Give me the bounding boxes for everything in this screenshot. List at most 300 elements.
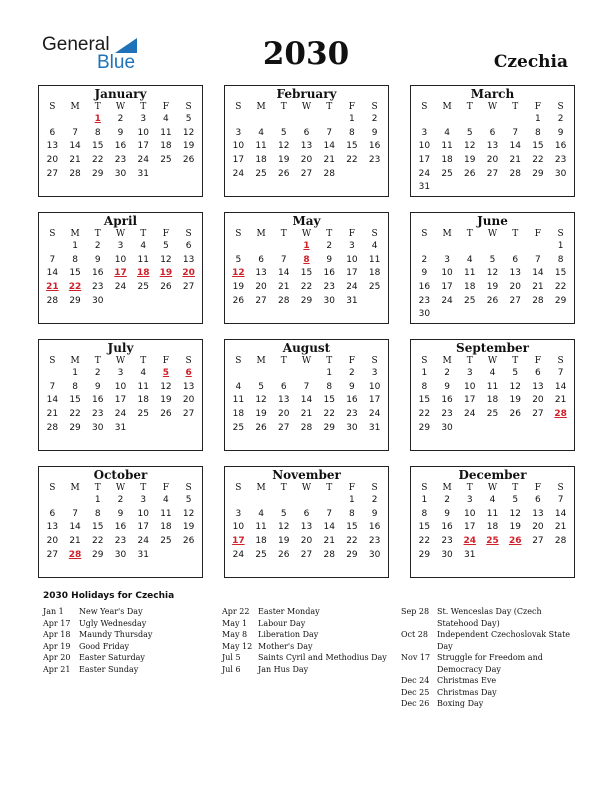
day-cell: 30 xyxy=(346,422,358,433)
day-cell: 6 xyxy=(185,241,192,251)
day-cell: 14 xyxy=(69,522,81,533)
day-cell: 21 xyxy=(554,522,567,533)
day-cell: 14 xyxy=(532,268,544,279)
day-cell: 24 xyxy=(464,409,476,420)
weekday-header: T xyxy=(326,356,333,366)
day-cell: 11 xyxy=(464,268,476,279)
holiday-date: Dec 26 xyxy=(401,699,430,708)
weekday-header: W xyxy=(115,483,126,493)
holiday-name: Good Friday xyxy=(79,641,130,651)
day-cell: 29 xyxy=(554,295,567,306)
holiday-name: Ugly Wednesday xyxy=(79,618,147,628)
empty-day-cell xyxy=(41,494,64,508)
day-cell: 13 xyxy=(532,508,544,519)
day-cell: 6 xyxy=(49,508,56,519)
day-cell: 30 xyxy=(92,295,104,306)
holiday-column-2 xyxy=(222,606,392,675)
day-cell: 4 xyxy=(489,368,496,378)
holiday-day-cell: 19 xyxy=(159,268,173,279)
weekday-header: S xyxy=(421,356,428,366)
weekday-header: W xyxy=(487,229,498,239)
day-cell: 20 xyxy=(300,155,313,166)
weekday-header: F xyxy=(534,483,542,493)
day-cell: 24 xyxy=(114,282,127,293)
day-cell: 2 xyxy=(94,368,101,378)
day-cell: 31 xyxy=(137,168,149,179)
holiday-entry xyxy=(43,641,213,653)
weekday-header: M xyxy=(70,483,80,493)
day-cell: 29 xyxy=(418,549,431,560)
holiday-name: Independent Czechoslovak State Day xyxy=(437,630,571,651)
day-cell: 6 xyxy=(489,127,496,138)
holiday-date: Apr 21 xyxy=(43,664,71,674)
weekday-header: W xyxy=(115,229,126,239)
empty-day-cell xyxy=(227,494,250,508)
weekday-header: M xyxy=(442,356,452,366)
weekday-header: M xyxy=(442,229,452,239)
day-cell: 27 xyxy=(532,409,544,420)
day-cell: 1 xyxy=(72,241,78,251)
holiday-column-1 xyxy=(43,606,213,675)
day-cell: 4 xyxy=(371,241,378,251)
day-cell: 11 xyxy=(137,254,149,265)
weekday-header: S xyxy=(185,102,192,112)
day-cell: 29 xyxy=(323,422,335,433)
empty-day-cell xyxy=(250,367,273,381)
day-cell: 3 xyxy=(140,495,147,505)
holiday-date: Oct 28 xyxy=(401,630,428,639)
day-cell: 27 xyxy=(278,422,290,433)
weekday-header: M xyxy=(256,229,266,239)
day-cell: 25 xyxy=(368,282,381,293)
day-cell: 25 xyxy=(137,409,149,420)
day-cell: 15 xyxy=(346,522,358,533)
day-cell: 4 xyxy=(258,127,264,138)
day-cell: 15 xyxy=(418,522,431,533)
day-cell: 3 xyxy=(466,368,473,378)
day-cell: 2 xyxy=(444,368,450,378)
day-cell: 23 xyxy=(418,295,431,306)
day-cell: 17 xyxy=(368,395,381,406)
day-cell: 30 xyxy=(441,422,453,433)
day-cell: 13 xyxy=(182,381,195,392)
day-cell: 5 xyxy=(163,241,169,251)
holiday-entry xyxy=(222,629,392,641)
weekday-header: T xyxy=(326,102,333,112)
day-cell: 29 xyxy=(418,422,431,433)
day-cell: 6 xyxy=(280,381,287,392)
day-cell: 12 xyxy=(278,141,290,152)
day-cell: 14 xyxy=(278,268,290,279)
weekday-header: S xyxy=(371,229,378,239)
day-cell: 31 xyxy=(346,295,358,306)
day-cell: 1 xyxy=(349,495,355,505)
day-cell: 15 xyxy=(323,395,335,406)
empty-day-cell xyxy=(250,494,273,508)
day-cell: 29 xyxy=(92,549,104,560)
month-day-grid xyxy=(39,482,202,562)
day-cell: 29 xyxy=(300,295,313,306)
day-cell: 13 xyxy=(300,522,313,533)
day-cell: 12 xyxy=(255,395,267,406)
day-cell: 5 xyxy=(489,254,496,265)
weekday-header: T xyxy=(280,229,287,239)
day-cell: 20 xyxy=(278,409,290,420)
day-cell: 20 xyxy=(486,155,499,166)
day-cell: 9 xyxy=(371,127,378,138)
empty-day-cell xyxy=(227,240,250,254)
day-cell: 7 xyxy=(49,381,56,392)
day-cell: 14 xyxy=(323,141,335,152)
day-cell: 23 xyxy=(368,536,381,547)
holiday-date: May 12 xyxy=(222,641,253,651)
weekday-header: S xyxy=(49,356,56,366)
day-cell: 12 xyxy=(182,127,195,138)
weekday-header: W xyxy=(301,229,312,239)
empty-day-cell xyxy=(413,240,436,254)
day-cell: 3 xyxy=(117,241,124,251)
day-cell: 8 xyxy=(349,127,355,138)
day-cell: 6 xyxy=(303,508,310,519)
day-cell: 3 xyxy=(140,114,147,124)
month-name: December xyxy=(458,468,527,482)
day-cell: 15 xyxy=(69,395,81,406)
weekday-header: F xyxy=(162,483,170,493)
day-cell: 10 xyxy=(114,254,127,265)
day-cell: 16 xyxy=(418,282,431,293)
month-name: April xyxy=(103,214,138,228)
weekday-header: T xyxy=(280,356,287,366)
day-cell: 21 xyxy=(323,155,335,166)
day-cell: 22 xyxy=(300,282,313,293)
day-cell: 21 xyxy=(532,282,544,293)
weekday-header: T xyxy=(512,102,519,112)
holiday-column-3 xyxy=(401,606,571,710)
weekday-header: S xyxy=(421,483,428,493)
day-cell: 8 xyxy=(326,381,333,392)
weekday-header: S xyxy=(235,483,242,493)
weekday-header: F xyxy=(162,229,170,239)
day-cell: 9 xyxy=(421,268,428,279)
day-cell: 3 xyxy=(235,127,242,138)
day-cell: 9 xyxy=(94,381,101,392)
day-cell: 30 xyxy=(554,168,567,179)
holiday-day-cell: 17 xyxy=(114,268,127,279)
weekday-header: F xyxy=(348,102,356,112)
day-cell: 29 xyxy=(69,295,81,306)
weekday-header: T xyxy=(326,483,333,493)
day-cell: 16 xyxy=(554,141,567,152)
day-cell: 20 xyxy=(509,282,521,293)
holiday-date: May 1 xyxy=(222,618,248,628)
month-september xyxy=(410,339,575,451)
day-cell: 17 xyxy=(464,522,476,533)
weekday-header: S xyxy=(557,356,564,366)
day-cell: 9 xyxy=(557,127,564,138)
weekday-header: M xyxy=(256,102,266,112)
weekday-header: F xyxy=(534,102,542,112)
day-cell: 15 xyxy=(300,268,313,279)
day-cell: 2 xyxy=(117,495,124,505)
day-cell: 20 xyxy=(46,536,59,547)
empty-day-cell xyxy=(272,494,295,508)
day-cell: 26 xyxy=(255,422,267,433)
empty-day-cell xyxy=(504,240,527,254)
day-cell: 22 xyxy=(418,536,431,547)
day-cell: 13 xyxy=(300,141,313,152)
day-cell: 8 xyxy=(535,127,541,138)
day-cell: 10 xyxy=(114,381,127,392)
day-cell: 26 xyxy=(509,409,521,420)
holiday-entry xyxy=(401,687,571,699)
weekday-header: T xyxy=(140,483,147,493)
holiday-day-cell: 17 xyxy=(232,536,245,547)
country-name: Czechia xyxy=(493,52,568,72)
day-cell: 2 xyxy=(444,495,450,505)
day-cell: 25 xyxy=(441,168,453,179)
day-cell: 26 xyxy=(464,168,476,179)
day-cell: 22 xyxy=(346,536,358,547)
day-cell: 4 xyxy=(163,495,169,505)
day-cell: 19 xyxy=(182,522,195,533)
day-cell: 18 xyxy=(137,395,149,406)
holiday-date: Apr 18 xyxy=(43,630,71,639)
logo-text-blue: Blue xyxy=(97,52,136,73)
day-cell: 6 xyxy=(258,254,264,265)
holiday-date: Apr 17 xyxy=(43,618,71,628)
day-cell: 5 xyxy=(512,368,519,378)
day-cell: 18 xyxy=(255,536,267,547)
empty-day-cell xyxy=(227,367,250,381)
holiday-name: Easter Sunday xyxy=(79,664,139,674)
holiday-entry xyxy=(222,618,392,630)
day-cell: 23 xyxy=(92,409,104,420)
day-cell: 26 xyxy=(160,409,172,420)
weekday-header: F xyxy=(348,229,356,239)
empty-day-cell xyxy=(481,240,504,254)
holiday-entry xyxy=(43,664,213,676)
empty-day-cell xyxy=(41,240,64,254)
day-cell: 8 xyxy=(94,508,101,519)
day-cell: 28 xyxy=(509,168,521,179)
day-cell: 19 xyxy=(509,522,521,533)
day-cell: 18 xyxy=(232,409,245,420)
day-cell: 16 xyxy=(114,141,127,152)
day-cell: 18 xyxy=(368,268,381,279)
day-cell: 17 xyxy=(418,155,431,166)
weekday-header: M xyxy=(70,229,80,239)
day-cell: 13 xyxy=(46,522,59,533)
holiday-day-cell: 8 xyxy=(303,254,310,265)
day-cell: 4 xyxy=(489,495,496,505)
day-cell: 23 xyxy=(368,155,381,166)
day-cell: 13 xyxy=(46,141,59,152)
month-name: July xyxy=(107,341,134,355)
holidays-title: 2030 Holidays for Czechia xyxy=(43,591,175,601)
day-cell: 16 xyxy=(92,268,104,279)
empty-day-cell xyxy=(250,113,273,127)
holiday-day-cell: 28 xyxy=(554,409,567,420)
holiday-entry xyxy=(43,629,213,641)
day-cell: 15 xyxy=(532,141,544,152)
holiday-name: Christmas Eve xyxy=(437,676,497,685)
holiday-name: St. Wenceslas Day (Czech Statehood Day) xyxy=(437,607,542,628)
day-cell: 17 xyxy=(137,522,149,533)
day-cell: 19 xyxy=(278,155,290,166)
day-cell: 3 xyxy=(349,241,355,251)
page-title-year: 2030 xyxy=(262,36,350,72)
day-cell: 12 xyxy=(509,508,521,519)
holiday-day-cell: 26 xyxy=(508,536,522,547)
day-cell: 11 xyxy=(486,508,499,519)
weekday-header: T xyxy=(326,229,333,239)
day-cell: 14 xyxy=(69,141,81,152)
empty-day-cell xyxy=(527,240,550,254)
day-cell: 7 xyxy=(326,508,333,519)
weekday-header: T xyxy=(140,229,147,239)
weekday-header: T xyxy=(140,356,147,366)
holiday-name: Struggle for Freedom and Democracy Day xyxy=(437,653,543,674)
day-cell: 7 xyxy=(557,368,564,378)
day-cell: 1 xyxy=(72,368,78,378)
day-cell: 10 xyxy=(368,381,381,392)
weekday-header: S xyxy=(185,356,192,366)
weekday-header: M xyxy=(70,356,80,366)
day-cell: 26 xyxy=(486,295,499,306)
day-cell: 19 xyxy=(509,395,521,406)
holiday-date: Jan 1 xyxy=(43,607,64,616)
day-cell: 4 xyxy=(466,254,473,265)
day-cell: 21 xyxy=(554,395,567,406)
weekday-header: S xyxy=(49,483,56,493)
day-cell: 5 xyxy=(185,114,192,124)
weekday-header: T xyxy=(94,356,101,366)
day-cell: 22 xyxy=(532,155,544,166)
day-cell: 4 xyxy=(235,381,242,392)
day-cell: 7 xyxy=(326,127,333,138)
day-cell: 10 xyxy=(346,254,358,265)
holiday-entry xyxy=(43,652,213,664)
day-cell: 19 xyxy=(232,282,245,293)
day-cell: 19 xyxy=(486,282,499,293)
day-cell: 16 xyxy=(92,395,104,406)
day-cell: 5 xyxy=(185,495,192,505)
day-cell: 8 xyxy=(72,381,78,392)
month-january xyxy=(38,85,203,197)
day-cell: 22 xyxy=(92,155,104,166)
day-cell: 21 xyxy=(300,409,313,420)
day-cell: 20 xyxy=(532,522,544,533)
day-cell: 24 xyxy=(232,549,245,560)
month-april xyxy=(38,212,203,324)
day-cell: 7 xyxy=(72,508,78,519)
empty-day-cell xyxy=(458,240,481,254)
day-cell: 10 xyxy=(232,141,245,152)
day-cell: 1 xyxy=(94,495,101,505)
day-cell: 6 xyxy=(303,127,310,138)
weekday-header: S xyxy=(49,229,56,239)
day-cell: 21 xyxy=(69,155,81,166)
day-cell: 16 xyxy=(368,141,381,152)
weekday-header: T xyxy=(280,102,287,112)
day-cell: 4 xyxy=(258,508,264,519)
day-cell: 28 xyxy=(46,422,59,433)
day-cell: 4 xyxy=(163,114,169,124)
day-cell: 18 xyxy=(464,282,476,293)
day-cell: 27 xyxy=(182,282,195,293)
empty-day-cell xyxy=(272,113,295,127)
day-cell: 15 xyxy=(554,268,567,279)
day-cell: 25 xyxy=(255,168,267,179)
day-cell: 24 xyxy=(368,409,381,420)
day-cell: 7 xyxy=(535,254,541,265)
day-cell: 11 xyxy=(160,127,172,138)
weekday-header: W xyxy=(487,356,498,366)
month-october xyxy=(38,466,203,578)
day-cell: 1 xyxy=(349,114,355,124)
day-cell: 14 xyxy=(46,268,59,279)
month-may xyxy=(224,212,389,324)
day-cell: 27 xyxy=(509,295,521,306)
holiday-day-cell: 28 xyxy=(68,549,82,560)
day-cell: 2 xyxy=(421,254,428,265)
day-cell: 28 xyxy=(278,295,290,306)
day-cell: 28 xyxy=(323,168,335,179)
day-cell: 17 xyxy=(232,155,245,166)
day-cell: 22 xyxy=(418,409,431,420)
day-cell: 8 xyxy=(421,381,428,392)
day-cell: 7 xyxy=(49,254,56,265)
holiday-entry xyxy=(401,675,571,687)
day-cell: 22 xyxy=(69,409,81,420)
weekday-header: S xyxy=(557,102,564,112)
empty-day-cell xyxy=(295,367,318,381)
month-day-grid xyxy=(225,355,388,435)
day-cell: 23 xyxy=(92,282,104,293)
holiday-name: New Year's Day xyxy=(79,607,143,616)
day-cell: 22 xyxy=(346,155,358,166)
day-cell: 27 xyxy=(46,549,59,560)
holiday-entry xyxy=(43,606,213,618)
holiday-entry xyxy=(401,606,571,629)
month-name: November xyxy=(272,468,341,482)
day-cell: 11 xyxy=(486,381,499,392)
month-name: March xyxy=(470,87,515,101)
day-cell: 29 xyxy=(69,422,81,433)
day-cell: 31 xyxy=(464,549,476,560)
day-cell: 29 xyxy=(92,168,104,179)
day-cell: 14 xyxy=(323,522,335,533)
month-name: February xyxy=(276,87,337,101)
weekday-header: S xyxy=(235,229,242,239)
empty-day-cell xyxy=(227,113,250,127)
day-cell: 24 xyxy=(232,168,245,179)
day-cell: 16 xyxy=(441,522,453,533)
day-cell: 20 xyxy=(300,536,313,547)
day-cell: 26 xyxy=(182,536,195,547)
day-cell: 17 xyxy=(346,268,358,279)
weekday-header: T xyxy=(512,356,519,366)
holiday-day-cell: 18 xyxy=(136,268,150,279)
weekday-header: S xyxy=(557,483,564,493)
day-cell: 2 xyxy=(349,368,355,378)
day-cell: 30 xyxy=(323,295,335,306)
day-cell: 1 xyxy=(326,368,333,378)
holiday-date: Jul 6 xyxy=(222,664,241,674)
day-cell: 2 xyxy=(117,114,124,124)
day-cell: 14 xyxy=(554,508,567,519)
day-cell: 10 xyxy=(232,522,245,533)
